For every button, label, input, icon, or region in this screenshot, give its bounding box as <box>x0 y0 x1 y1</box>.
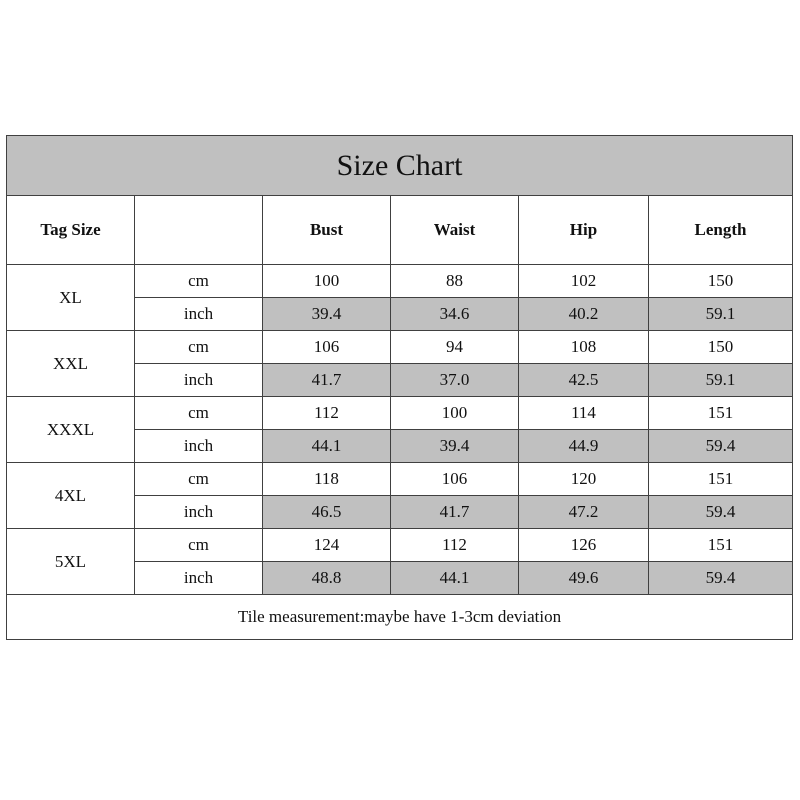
length-value: 151 <box>649 397 793 430</box>
waist-value: 88 <box>391 265 519 298</box>
waist-value: 94 <box>391 331 519 364</box>
unit-label: cm <box>135 463 263 496</box>
unit-label: inch <box>135 496 263 529</box>
waist-value: 112 <box>391 529 519 562</box>
length-value: 59.4 <box>649 496 793 529</box>
unit-label: cm <box>135 529 263 562</box>
length-value: 59.4 <box>649 430 793 463</box>
tag-size-cell: XXL <box>7 331 135 397</box>
hip-value: 40.2 <box>519 298 649 331</box>
waist-value: 41.7 <box>391 496 519 529</box>
hip-value: 47.2 <box>519 496 649 529</box>
bust-value: 124 <box>263 529 391 562</box>
bust-value: 118 <box>263 463 391 496</box>
unit-label: inch <box>135 562 263 595</box>
header-hip: Hip <box>519 196 649 265</box>
length-value: 151 <box>649 529 793 562</box>
waist-value: 44.1 <box>391 562 519 595</box>
table-row <box>7 529 793 562</box>
unit-label: cm <box>135 265 263 298</box>
length-value: 151 <box>649 463 793 496</box>
hip-value: 49.6 <box>519 562 649 595</box>
header-bust: Bust <box>263 196 391 265</box>
chart-title: Size Chart <box>7 136 793 196</box>
hip-value: 126 <box>519 529 649 562</box>
bust-value: 44.1 <box>263 430 391 463</box>
header-tag-size: Tag Size <box>7 196 135 265</box>
hip-value: 102 <box>519 265 649 298</box>
bust-value: 41.7 <box>263 364 391 397</box>
table-row <box>7 265 793 298</box>
title-row <box>7 136 793 196</box>
unit-label: cm <box>135 397 263 430</box>
waist-value: 37.0 <box>391 364 519 397</box>
unit-label: inch <box>135 430 263 463</box>
length-value: 150 <box>649 331 793 364</box>
header-waist: Waist <box>391 196 519 265</box>
bust-value: 46.5 <box>263 496 391 529</box>
length-value: 150 <box>649 265 793 298</box>
measurement-note: Tile measurement:maybe have 1-3cm deviation <box>7 595 793 640</box>
hip-value: 114 <box>519 397 649 430</box>
waist-value: 100 <box>391 397 519 430</box>
header-row <box>7 196 793 265</box>
tag-size-cell: 5XL <box>7 529 135 595</box>
table-row <box>7 331 793 364</box>
footer-row <box>7 595 793 640</box>
length-value: 59.1 <box>649 364 793 397</box>
bust-value: 100 <box>263 265 391 298</box>
bust-value: 39.4 <box>263 298 391 331</box>
unit-label: inch <box>135 364 263 397</box>
hip-value: 44.9 <box>519 430 649 463</box>
unit-label: cm <box>135 331 263 364</box>
unit-label: inch <box>135 298 263 331</box>
table-row <box>7 397 793 430</box>
header-length: Length <box>649 196 793 265</box>
hip-value: 42.5 <box>519 364 649 397</box>
table-row <box>7 463 793 496</box>
bust-value: 112 <box>263 397 391 430</box>
waist-value: 34.6 <box>391 298 519 331</box>
bust-value: 48.8 <box>263 562 391 595</box>
waist-value: 39.4 <box>391 430 519 463</box>
hip-value: 120 <box>519 463 649 496</box>
tag-size-cell: XL <box>7 265 135 331</box>
header-unit <box>135 196 263 265</box>
tag-size-cell: XXXL <box>7 397 135 463</box>
length-value: 59.4 <box>649 562 793 595</box>
tag-size-cell: 4XL <box>7 463 135 529</box>
size-chart-table <box>6 135 793 640</box>
length-value: 59.1 <box>649 298 793 331</box>
waist-value: 106 <box>391 463 519 496</box>
bust-value: 106 <box>263 331 391 364</box>
hip-value: 108 <box>519 331 649 364</box>
